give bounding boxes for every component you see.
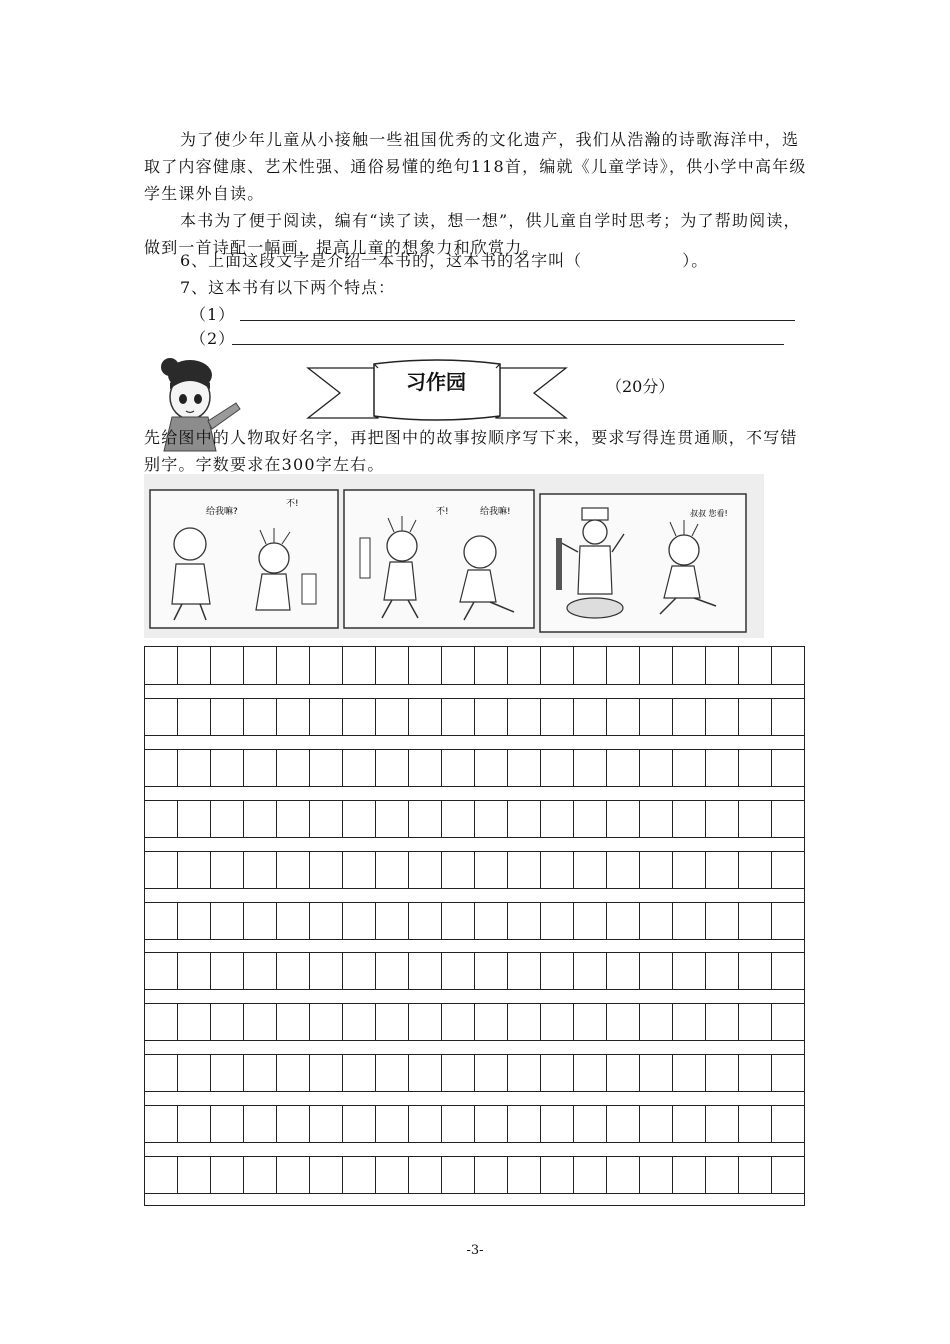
grid-cell[interactable] xyxy=(375,903,408,939)
grid-cell[interactable] xyxy=(606,1106,639,1142)
grid-cell[interactable] xyxy=(738,852,771,888)
grid-cell[interactable] xyxy=(375,1055,408,1091)
grid-cell[interactable] xyxy=(705,801,738,837)
grid-cell[interactable] xyxy=(771,1106,804,1142)
grid-cell[interactable] xyxy=(342,903,375,939)
grid-cell[interactable] xyxy=(276,699,309,735)
grid-cell[interactable] xyxy=(210,903,243,939)
grid-cell[interactable] xyxy=(606,1055,639,1091)
grid-cell[interactable] xyxy=(771,647,804,684)
grid-cell[interactable] xyxy=(738,1055,771,1091)
grid-cell[interactable] xyxy=(408,953,441,989)
grid-cell[interactable] xyxy=(145,903,177,939)
passage-paragraph-1: 为了使少年儿童从小接触一些祖国优秀的文化遗产，我们从浩瀚的诗歌海洋中，选取了内容健康、艺术性强、通俗易懂的绝句118首，编就《儿童学诗》，供小学中高年级学生课外自读。 xyxy=(144,130,807,203)
grid-cell[interactable] xyxy=(375,699,408,735)
grid-cell[interactable] xyxy=(540,1157,573,1193)
grid-cell[interactable] xyxy=(738,750,771,786)
grid-cell[interactable] xyxy=(177,801,210,837)
question-6-end: ）。 xyxy=(682,251,709,270)
grid-cell[interactable] xyxy=(375,647,408,684)
grid-cell[interactable] xyxy=(309,647,342,684)
comic-panel-3 xyxy=(540,494,746,632)
grid-cell[interactable] xyxy=(573,1055,606,1091)
panel-2-speech-b: 给我嘛! xyxy=(480,507,511,517)
grid-cell[interactable] xyxy=(276,953,309,989)
grid-cell[interactable] xyxy=(276,1055,309,1091)
page-number: -3- xyxy=(466,1243,484,1258)
grid-cell[interactable] xyxy=(145,699,177,735)
grid-cell[interactable] xyxy=(276,903,309,939)
grid-cell[interactable] xyxy=(606,801,639,837)
grid-cell[interactable] xyxy=(276,852,309,888)
grid-cell[interactable] xyxy=(210,1055,243,1091)
grid-cell[interactable] xyxy=(276,750,309,786)
grid-cell[interactable] xyxy=(309,750,342,786)
grid-cell[interactable] xyxy=(573,750,606,786)
grid-cell[interactable] xyxy=(540,750,573,786)
grid-cell[interactable] xyxy=(672,801,705,837)
grid-cell[interactable] xyxy=(606,1157,639,1193)
grid-cell[interactable] xyxy=(474,903,507,939)
grid-cell[interactable] xyxy=(375,750,408,786)
grid-cell[interactable] xyxy=(177,1106,210,1142)
grid-cell[interactable] xyxy=(441,852,474,888)
grid-cell[interactable] xyxy=(672,750,705,786)
grid-cell[interactable] xyxy=(507,1106,540,1142)
grid-cell[interactable] xyxy=(573,1106,606,1142)
grid-cell[interactable] xyxy=(474,953,507,989)
grid-cell[interactable] xyxy=(375,953,408,989)
grid-cell[interactable] xyxy=(408,1004,441,1040)
grid-cell[interactable] xyxy=(276,801,309,837)
grid-row xyxy=(145,1054,804,1092)
grid-row xyxy=(145,952,804,990)
grid-cell[interactable] xyxy=(507,1004,540,1040)
answer-2-label: （2） xyxy=(190,329,236,348)
grid-cell[interactable] xyxy=(276,1157,309,1193)
composition-instruction: 先给图中的人物取好名字，再把图中的故事按顺序写下来，要求写得连贯通顺，不写错别字。字数要求在300字左右。 xyxy=(144,428,798,474)
grid-cell[interactable] xyxy=(474,1004,507,1040)
grid-cell[interactable] xyxy=(540,1106,573,1142)
grid-cell[interactable] xyxy=(243,1157,276,1193)
grid-cell[interactable] xyxy=(639,1055,672,1091)
grid-cell[interactable] xyxy=(342,699,375,735)
grid-cell[interactable] xyxy=(540,699,573,735)
grid-cell[interactable] xyxy=(474,801,507,837)
grid-row xyxy=(145,851,804,889)
grid-cell[interactable] xyxy=(177,750,210,786)
grid-cell[interactable] xyxy=(672,699,705,735)
grid-cell[interactable] xyxy=(342,750,375,786)
grid-cell[interactable] xyxy=(507,1055,540,1091)
grid-cell[interactable] xyxy=(573,953,606,989)
grid-cell[interactable] xyxy=(145,750,177,786)
grid-cell[interactable] xyxy=(771,1004,804,1040)
grid-cell[interactable] xyxy=(507,852,540,888)
grid-cell[interactable] xyxy=(243,953,276,989)
grid-cell[interactable] xyxy=(738,1106,771,1142)
grid-cell[interactable] xyxy=(606,852,639,888)
grid-cell[interactable] xyxy=(573,801,606,837)
grid-cell[interactable] xyxy=(177,1004,210,1040)
grid-cell[interactable] xyxy=(705,903,738,939)
comic-panel-1 xyxy=(150,490,338,628)
grid-row xyxy=(145,902,804,940)
grid-cell[interactable] xyxy=(210,750,243,786)
grid-cell[interactable] xyxy=(375,852,408,888)
grid-cell[interactable] xyxy=(672,903,705,939)
grid-cell[interactable] xyxy=(309,1004,342,1040)
grid-cell[interactable] xyxy=(408,750,441,786)
grid-cell[interactable] xyxy=(639,953,672,989)
grid-cell[interactable] xyxy=(408,1157,441,1193)
grid-cell[interactable] xyxy=(177,852,210,888)
grid-cell[interactable] xyxy=(672,953,705,989)
grid-cell[interactable] xyxy=(507,750,540,786)
question-6-text: 6、上面这段文字是介绍一本书的，这本书的名字叫（ xyxy=(180,251,583,270)
panel-1-speech-a: 给我嘛? xyxy=(206,507,238,517)
grid-cell[interactable] xyxy=(573,852,606,888)
grid-cell[interactable] xyxy=(276,1106,309,1142)
grid-cell[interactable] xyxy=(441,699,474,735)
grid-cell[interactable] xyxy=(474,1106,507,1142)
grid-cell[interactable] xyxy=(441,1106,474,1142)
grid-cell[interactable] xyxy=(639,1106,672,1142)
answer-2-line[interactable] xyxy=(232,344,784,345)
grid-cell[interactable] xyxy=(145,953,177,989)
grid-cell[interactable] xyxy=(771,699,804,735)
grid-cell[interactable] xyxy=(145,1157,177,1193)
grid-cell[interactable] xyxy=(243,647,276,684)
grid-cell[interactable] xyxy=(672,1106,705,1142)
grid-row xyxy=(145,1105,804,1143)
composition-grid[interactable] xyxy=(144,646,805,1206)
grid-cell[interactable] xyxy=(177,699,210,735)
grid-cell[interactable] xyxy=(672,852,705,888)
grid-cell[interactable] xyxy=(639,647,672,684)
grid-cell[interactable] xyxy=(375,801,408,837)
grid-cell[interactable] xyxy=(441,1004,474,1040)
grid-cell[interactable] xyxy=(243,903,276,939)
composition-score: （20分） xyxy=(606,377,675,396)
grid-cell[interactable] xyxy=(441,647,474,684)
grid-cell[interactable] xyxy=(738,903,771,939)
grid-cell[interactable] xyxy=(771,903,804,939)
grid-cell[interactable] xyxy=(474,750,507,786)
grid-cell[interactable] xyxy=(342,801,375,837)
grid-cell[interactable] xyxy=(639,1004,672,1040)
panel-3-speech: 叔叔 您看! xyxy=(690,509,728,518)
grid-cell[interactable] xyxy=(243,852,276,888)
grid-cell[interactable] xyxy=(639,699,672,735)
grid-cell[interactable] xyxy=(145,1004,177,1040)
grid-cell[interactable] xyxy=(507,953,540,989)
grid-cell[interactable] xyxy=(738,801,771,837)
grid-cell[interactable] xyxy=(243,1055,276,1091)
grid-cell[interactable] xyxy=(705,953,738,989)
grid-cell[interactable] xyxy=(540,1055,573,1091)
grid-cell[interactable] xyxy=(540,852,573,888)
grid-cell[interactable] xyxy=(276,1004,309,1040)
grid-cell[interactable] xyxy=(738,1004,771,1040)
grid-cell[interactable] xyxy=(145,1055,177,1091)
grid-cell[interactable] xyxy=(408,699,441,735)
grid-cell[interactable] xyxy=(639,852,672,888)
grid-cell[interactable] xyxy=(573,699,606,735)
panel-2-speech-a: 不! xyxy=(436,507,449,517)
grid-cell[interactable] xyxy=(540,903,573,939)
grid-row xyxy=(145,1156,804,1194)
grid-cell[interactable] xyxy=(408,1106,441,1142)
composition-title: 习作园 xyxy=(406,370,466,394)
grid-cell[interactable] xyxy=(177,903,210,939)
grid-cell[interactable] xyxy=(441,1157,474,1193)
grid-cell[interactable] xyxy=(474,699,507,735)
grid-cell[interactable] xyxy=(738,647,771,684)
grid-cell[interactable] xyxy=(705,1055,738,1091)
grid-cell[interactable] xyxy=(639,903,672,939)
grid-cell[interactable] xyxy=(705,1106,738,1142)
grid-cell[interactable] xyxy=(408,852,441,888)
grid-cell[interactable] xyxy=(540,953,573,989)
grid-row xyxy=(145,647,804,685)
grid-cell[interactable] xyxy=(375,1004,408,1040)
grid-cell[interactable] xyxy=(309,1157,342,1193)
grid-cell[interactable] xyxy=(540,801,573,837)
grid-cell[interactable] xyxy=(738,699,771,735)
grid-cell[interactable] xyxy=(606,647,639,684)
grid-cell[interactable] xyxy=(342,852,375,888)
grid-row xyxy=(145,800,804,838)
grid-cell[interactable] xyxy=(573,1157,606,1193)
grid-cell[interactable] xyxy=(210,801,243,837)
grid-cell[interactable] xyxy=(408,801,441,837)
grid-cell[interactable] xyxy=(375,1157,408,1193)
grid-cell[interactable] xyxy=(639,801,672,837)
grid-cell[interactable] xyxy=(375,1106,408,1142)
grid-cell[interactable] xyxy=(573,1004,606,1040)
grid-cell[interactable] xyxy=(771,801,804,837)
grid-cell[interactable] xyxy=(243,1004,276,1040)
grid-cell[interactable] xyxy=(606,953,639,989)
grid-cell[interactable] xyxy=(342,1157,375,1193)
grid-cell[interactable] xyxy=(342,1106,375,1142)
answer-1-line[interactable] xyxy=(240,320,795,321)
grid-cell[interactable] xyxy=(771,750,804,786)
grid-cell[interactable] xyxy=(705,699,738,735)
grid-cell[interactable] xyxy=(738,953,771,989)
grid-cell[interactable] xyxy=(441,801,474,837)
comic-panel-2 xyxy=(344,490,534,628)
grid-cell[interactable] xyxy=(639,750,672,786)
grid-cell[interactable] xyxy=(705,1004,738,1040)
grid-cell[interactable] xyxy=(507,801,540,837)
grid-cell[interactable] xyxy=(507,1157,540,1193)
grid-cell[interactable] xyxy=(540,647,573,684)
grid-cell[interactable] xyxy=(507,699,540,735)
grid-cell[interactable] xyxy=(309,1106,342,1142)
grid-cell[interactable] xyxy=(210,699,243,735)
grid-cell[interactable] xyxy=(672,1004,705,1040)
grid-cell[interactable] xyxy=(606,699,639,735)
grid-cell[interactable] xyxy=(309,1055,342,1091)
grid-cell[interactable] xyxy=(771,1157,804,1193)
grid-cell[interactable] xyxy=(210,1106,243,1142)
grid-cell[interactable] xyxy=(309,953,342,989)
grid-cell[interactable] xyxy=(408,903,441,939)
grid-cell[interactable] xyxy=(705,1157,738,1193)
grid-cell[interactable] xyxy=(639,1157,672,1193)
grid-cell[interactable] xyxy=(145,1106,177,1142)
grid-cell[interactable] xyxy=(342,953,375,989)
grid-row xyxy=(145,698,804,736)
grid-cell[interactable] xyxy=(474,1157,507,1193)
answer-1-label: （1） xyxy=(190,305,236,324)
question-7: 7、这本书有以下两个特点： xyxy=(180,278,396,297)
grid-cell[interactable] xyxy=(771,953,804,989)
panel-1-speech-b: 不! xyxy=(286,499,299,509)
grid-cell[interactable] xyxy=(441,953,474,989)
grid-row xyxy=(145,1003,804,1041)
grid-cell[interactable] xyxy=(408,647,441,684)
grid-cell[interactable] xyxy=(474,647,507,684)
grid-cell[interactable] xyxy=(243,750,276,786)
grid-cell[interactable] xyxy=(309,852,342,888)
grid-cell[interactable] xyxy=(309,699,342,735)
grid-cell[interactable] xyxy=(441,903,474,939)
grid-cell[interactable] xyxy=(738,1157,771,1193)
grid-cell[interactable] xyxy=(507,903,540,939)
grid-cell[interactable] xyxy=(606,750,639,786)
grid-cell[interactable] xyxy=(705,647,738,684)
grid-cell[interactable] xyxy=(441,1055,474,1091)
grid-cell[interactable] xyxy=(210,647,243,684)
grid-cell[interactable] xyxy=(177,1157,210,1193)
grid-cell[interactable] xyxy=(210,953,243,989)
grid-cell[interactable] xyxy=(276,647,309,684)
grid-cell[interactable] xyxy=(540,1004,573,1040)
grid-cell[interactable] xyxy=(474,852,507,888)
grid-cell[interactable] xyxy=(606,1004,639,1040)
grid-cell[interactable] xyxy=(210,1004,243,1040)
grid-cell[interactable] xyxy=(243,1106,276,1142)
grid-cell[interactable] xyxy=(342,1055,375,1091)
grid-cell[interactable] xyxy=(573,647,606,684)
grid-cell[interactable] xyxy=(177,953,210,989)
grid-cell[interactable] xyxy=(606,903,639,939)
grid-cell[interactable] xyxy=(705,852,738,888)
grid-cell[interactable] xyxy=(672,1157,705,1193)
grid-cell[interactable] xyxy=(771,1055,804,1091)
grid-cell[interactable] xyxy=(210,852,243,888)
grid-cell[interactable] xyxy=(672,1055,705,1091)
grid-cell[interactable] xyxy=(243,699,276,735)
grid-cell[interactable] xyxy=(309,903,342,939)
grid-cell[interactable] xyxy=(177,1055,210,1091)
grid-cell[interactable] xyxy=(408,1055,441,1091)
grid-cell[interactable] xyxy=(474,1055,507,1091)
grid-cell[interactable] xyxy=(705,750,738,786)
grid-cell[interactable] xyxy=(441,750,474,786)
grid-cell[interactable] xyxy=(771,852,804,888)
grid-cell[interactable] xyxy=(507,647,540,684)
grid-cell[interactable] xyxy=(145,801,177,837)
comic-strip xyxy=(144,474,764,638)
grid-cell[interactable] xyxy=(177,647,210,684)
grid-cell[interactable] xyxy=(309,801,342,837)
grid-cell[interactable] xyxy=(672,647,705,684)
question-6 xyxy=(180,249,708,273)
passage-paragraph-2: 本书为了便于阅读，编有“读了读，想一想”，供儿童自学时思考；为了帮助阅读，做到一首诗配一幅画，提高儿童的想象力和欣赏力。 xyxy=(144,211,801,257)
grid-row xyxy=(145,749,804,787)
grid-cell[interactable] xyxy=(210,1157,243,1193)
grid-cell[interactable] xyxy=(243,801,276,837)
grid-cell[interactable] xyxy=(342,647,375,684)
grid-cell[interactable] xyxy=(145,852,177,888)
grid-cell[interactable] xyxy=(573,903,606,939)
grid-cell[interactable] xyxy=(145,647,177,684)
grid-cell[interactable] xyxy=(342,1004,375,1040)
